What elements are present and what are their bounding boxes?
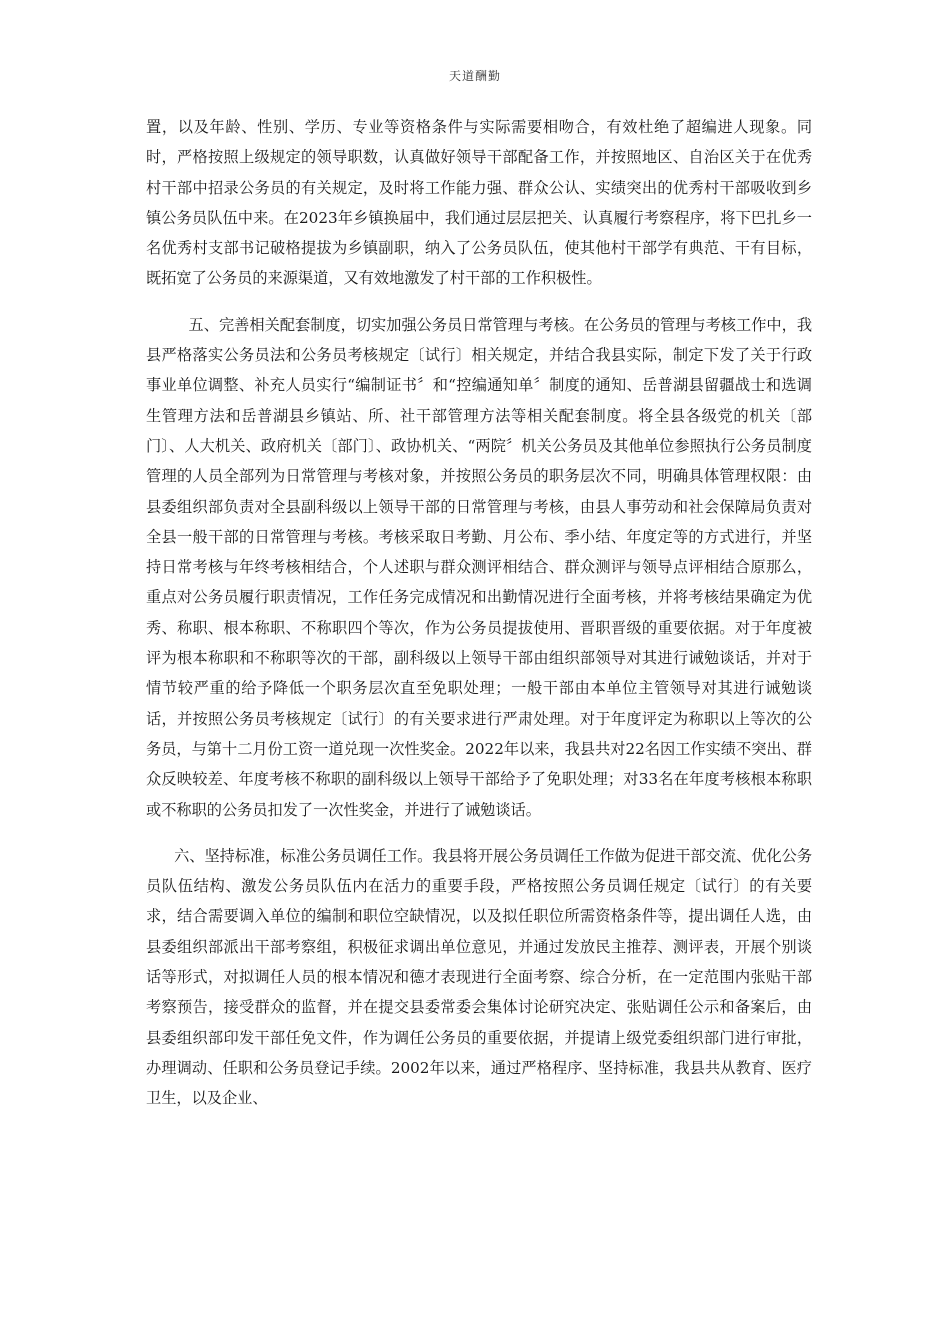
page-header: 天道酬勤 (448, 69, 501, 83)
document-body (146, 112, 812, 1114)
paragraph-gap (146, 294, 812, 310)
paragraph-section-six: 六、坚持标准，标准公务员调任工作。我县将开展公务员调任工作做为促进干部交流、优化公务员队伍结构、激发公务员队伍内在活力的重要手段，严格按照公务员调任规定〔试行〕的有关要求，结合需要调入单位的编制和职位空缺情况，以及拟任职位所需资格条件等，提出调任人选，由县委组织部派出干部考察组，积极征求调出单位意见，并通过发放民主推荐、测评表，开展个别谈话等形式，对拟调任人员的根本情况和德才表现进行全面考察、综合分析，在一定范围内张贴干部考察预告，接受群众的监督，并在提交县委常委会集体讨论研究决定、张贴调任公示和备案后，由县委组织部印发干部任免文件，作为调任公务员的重要依据，并提请上级党委组织部门进行审批，办理调动、任职和公务员登记手续。2002年以来，通过严格程序、坚持标准，我县共从教育、医疗卫生，以及企业、 (146, 846, 812, 1108)
paragraph-gap (146, 825, 812, 841)
paragraph-section-five: 五、完善相关配套制度，切实加强公务员日常管理与考核。在公务员的管理与考核工作中，我县严格落实公务员法和公务员考核规定〔试行〕相关规定，并结合我县实际，制定下发了关于行政事业单位调整、补充人员实行“编制证书〞和“控编通知单〞制度的通知、岳普湖县留疆战士和选调生管理方法和岳普湖县乡镇站、所、社干部管理方法等相关配套制度。将全县各级党的机关〔部门〕、人大机关、政府机关〔部门〕、政协机关、“两院〞机关公务员及其他单位参照执行公务员制度管理的人员全部列为日常管理与考核对象，并按照公务员的职务层次不同，明确具体管理权限：由县委组织部负责对全县副科级以上领导干部的日常管理与考核，由县人事劳动和社会保障局负责对全县一般干部的日常管理与考核。考核采取日考勤、月公布、季小结、年度定等的方式进行，并坚持日常考核与年终考核相结合，个人述职与群众测评相结合、群众测评与领导点评相结合原那么，重点对公务员履行职责情况，工作任务完成情况和出勤情况进行全面考核，并将考核结果确定为优秀、称职、根本称职、不称职四个等次，作为公务员提拔使用、晋职晋级的重要依据。对于年度被评为根本称职和不称职等次的干部，副科级以上领导干部由组织部领导对其进行诫勉谈话，并对于情节较严重的给予降低一个职务层次直至免职处理；一般干部由本单位主管领导对其进行诫勉谈话，并按照公务员考核规定〔试行〕的有关要求进行严肃处理。对于年度评定为称职以上等次的公务员，与第十二月份工资一道兑现一次性奖金。2022年以来，我县共对22名因工作实绩不突出、群众反映较差、年度考核不称职的副科级以上领导干部给予了免职处理；对33名在年度考核根本称职或不称职的公务员扣发了一次性奖金，并进行了诫勉谈话。 (146, 315, 812, 819)
paragraph-continuation: 置，以及年龄、性别、学历、专业等资格条件与实际需要相吻合，有效杜绝了超编进人现象。同时，严格按照上级规定的领导职数，认真做好领导干部配备工作，并按照地区、自治区关于在优秀村干部中招录公务员的有关规定，及时将工作能力强、群众公认、实绩突出的优秀村干部吸收到乡镇公务员队伍中来。在2023年乡镇换届中，我们通过层层把关、认真履行考察程序，将下巴扎乡一名优秀村支部书记破格提拔为乡镇副职，纳入了公务员队伍，使其他村干部学有典范、干有目标，既拓宽了公务员的来源渠道，又有效地激发了村干部的工作积极性。 (146, 118, 812, 288)
